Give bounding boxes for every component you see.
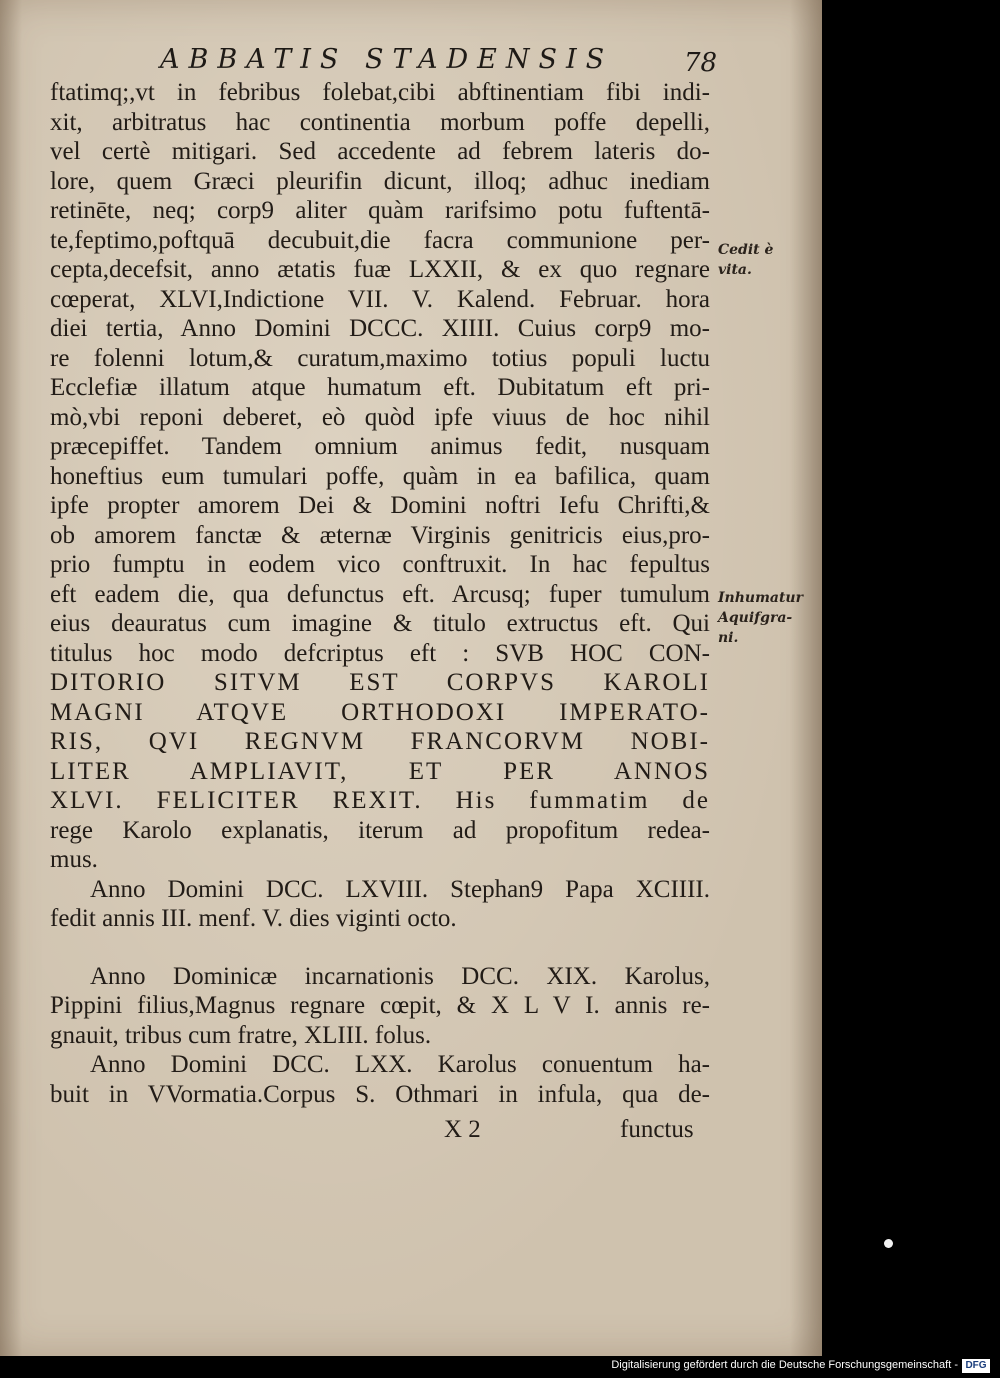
text-line: xit, arbitratus hac continentia morbum poffe depelli, [50, 108, 710, 136]
text-line: retinēte, neq; corp9 aliter quàm rarifsimo potu fuftentā- [50, 197, 710, 224]
text-line: XLVI. FELICITER REXIT. His fummatim de [50, 787, 710, 814]
text-line: te,feptimo,poftquā decubuit,die facra communione per- [50, 226, 710, 254]
text-line: Pippini filius,Magnus regnare cœpit, & X L V I. annis re- [50, 992, 710, 1019]
text-line: mò,vbi reponi deberet, eò quòd ipfe viuus de hoc nihil [50, 403, 710, 431]
paragraph-karolus [50, 962, 710, 1021]
paragraph-stephanus [50, 875, 710, 905]
text-line: prio fumptu in eodem vico conftruxit. In hac fepultus [50, 551, 710, 578]
main-text-block [50, 78, 710, 1109]
text-line: titulus hoc modo defcriptus eft : SVB HOC CON- [50, 639, 710, 667]
margin-note-line: vita. [718, 262, 752, 278]
text-line: fedit annis III. menf. V. dies viginti octo. [50, 905, 457, 932]
scan-marker-dot [884, 1239, 893, 1248]
page-number: 78 [684, 48, 718, 78]
text-line: honeftius eum tumulari poffe, quàm in ea bafilica, quam [50, 462, 710, 490]
text-line: re folenni lotum,& curatum,maximo totius populi luctu [50, 344, 710, 372]
text-line: DITORIO SITVM EST CORPVS KAROLI [50, 669, 710, 696]
margin-note-line: Inhumatur [718, 590, 803, 606]
margin-note-cedit [718, 240, 818, 280]
dfg-logo: DFG [962, 1359, 990, 1373]
text-line: lore, quem Græci pleurifin dicunt, illoq; adhuc inediam [50, 167, 710, 195]
text-line: cœperat, XLVI,Indictione VII. V. Kalend. Februar. hora [50, 285, 710, 313]
margin-note-line: Aquifgra- [718, 610, 793, 626]
paragraph-gap [50, 934, 710, 962]
text-line: diei tertia, Anno Domini DCCC. XIIII. Cuius corp9 mo- [50, 315, 710, 342]
text-line: ob amorem fanctæ & æternæ Virginis genitricis eius,pro- [50, 521, 710, 549]
text-line: MAGNI ATQVE ORTHODOXI IMPERATO- [50, 698, 710, 726]
text-lines-caps [50, 668, 710, 816]
text-line: ftatimq;,vt in febribus folebat,cibi abftinentiam fibi indi- [50, 79, 710, 106]
text-line: mus. [50, 846, 98, 873]
margin-note-inhumatur [718, 588, 818, 648]
text-line: cepta,decefsit, anno ætatis fuæ LXXII, & ex quo regnare [50, 256, 710, 283]
funding-credit: Digitalisierung gefördert durch die Deutsche Forschungsgemeinschaft - [611, 1359, 958, 1371]
catchword: functus [620, 1116, 694, 1143]
text-lines-a [50, 78, 710, 668]
text-line: Anno Dominicæ incarnationis DCC. XIX. Karolus, [90, 962, 710, 990]
text-line: buit in VVormatia.Corpus S. Othmari in infula, qua de- [50, 1080, 710, 1108]
margin-note-line: Cedit è [718, 242, 774, 258]
text-line: Anno Domini DCC. LXX. Karolus conuentum ha- [90, 1051, 710, 1078]
credit-bar [0, 1356, 1000, 1378]
text-line: præcepiffet. Tandem omnium animus fedit, nusquam [50, 433, 710, 460]
signature-mark: X 2 [444, 1116, 481, 1143]
text-line: Anno Domini DCC. LXVIII. Stephan9 Papa XCIIII. [90, 875, 710, 903]
text-line: LITER AMPLIAVIT, ET PER ANNOS [50, 757, 710, 785]
text-line: eft eadem die, qua defunctus eft. Arcusq; fuper tumulum [50, 580, 710, 608]
margin-note-line: ni. [718, 630, 739, 646]
text-line: ipfe propter amorem Dei & Domini noftri Iefu Chrifti,& [50, 492, 710, 519]
text-line: eius deauratus cum imagine & titulo extructus eft. Qui [50, 610, 710, 637]
text-line: RIS, QVI REGNVM FRANCORVM NOBI- [50, 728, 710, 755]
text-line: Ecclefiæ illatum atque humatum eft. Dubitatum eft pri- [50, 374, 710, 401]
text-line: gnauit, tribus cum fratre, XLIII. folus. [50, 1021, 432, 1049]
text-line: rege Karolo explanatis, iterum ad propofitum redea- [50, 816, 710, 844]
text-lines-b [50, 816, 710, 846]
running-head: ABBATIS STADENSIS [160, 44, 614, 75]
text-line: vel certè mitigari. Sed accedente ad febrem lateris do- [50, 138, 710, 165]
